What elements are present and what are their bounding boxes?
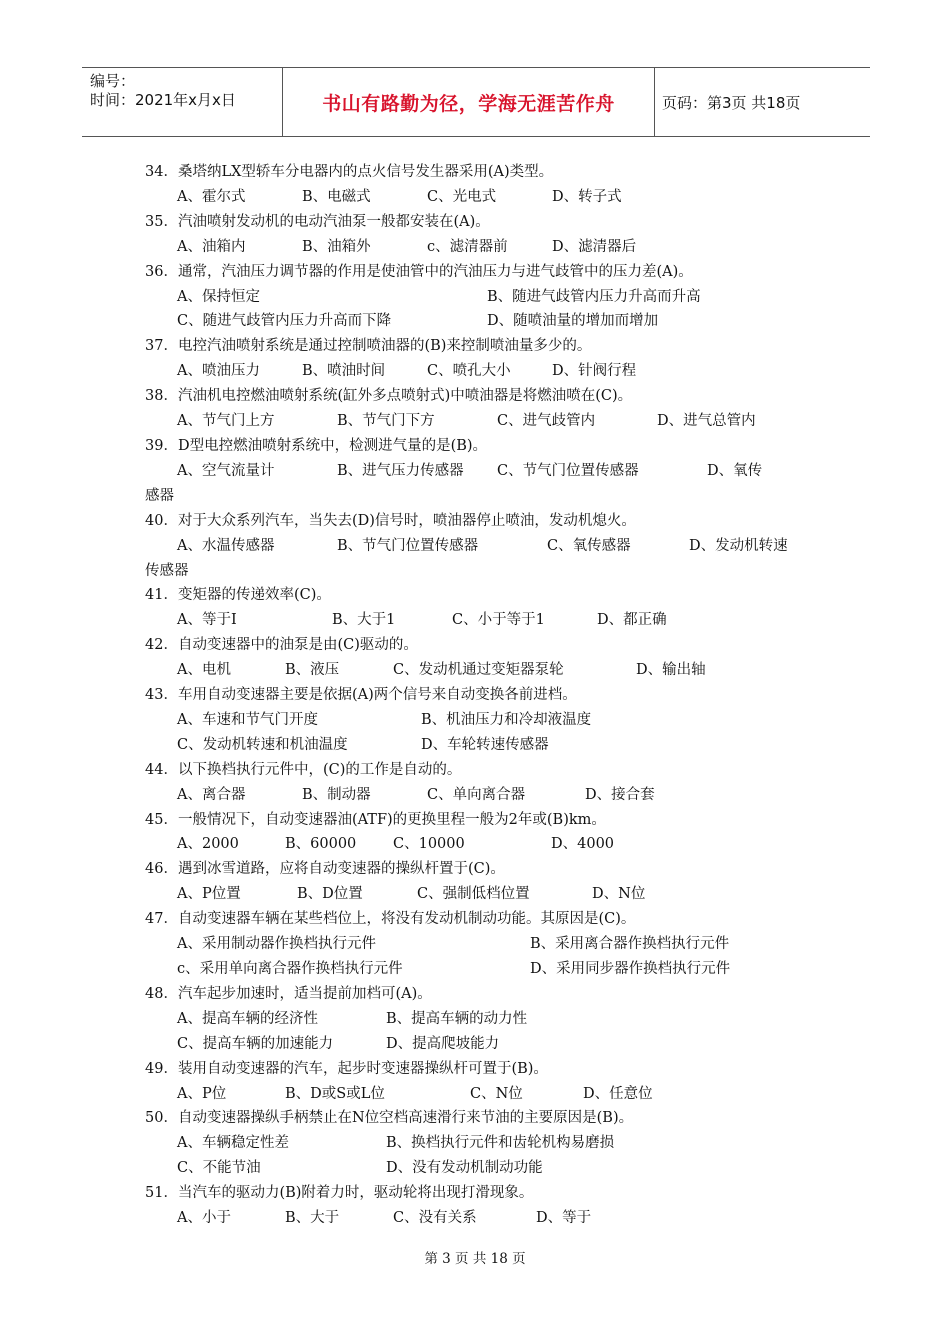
answer-option: A、霍尔式 <box>177 188 246 205</box>
question-item <box>145 907 805 982</box>
answer-option: A、水温传感器 <box>177 537 275 554</box>
answer-option: C、节气门位置传感器 <box>497 462 639 479</box>
answer-option: B、大于1 <box>332 612 396 629</box>
answer-option: D、没有发动机制动功能 <box>386 1160 543 1177</box>
answer-option: B、节气门位置传感器 <box>337 537 479 554</box>
answer-option: C、发动机转速和机油温度 <box>177 736 348 753</box>
question-item <box>145 683 805 758</box>
answer-option: D、4000 <box>551 836 615 853</box>
question-item <box>145 982 805 1057</box>
page-footer: 第 3 页 共 18 页 <box>424 1251 526 1267</box>
question-item <box>145 210 805 260</box>
answer-option: B、液压 <box>285 662 340 679</box>
answer-option: A、喷油压力 <box>177 363 260 380</box>
option-row <box>145 658 805 683</box>
option-row <box>145 1032 805 1057</box>
question-item <box>145 808 805 858</box>
option-row <box>145 1131 805 1156</box>
option-row <box>145 1206 805 1231</box>
question-stem: 48．汽车起步加速时，适当提前加档可(A)。 <box>145 985 432 1002</box>
question-stem: 50．自动变速器操纵手柄禁止在N位空档高速滑行来节油的主要原因是(B)。 <box>145 1110 634 1127</box>
answer-option: B、D或S或L位 <box>285 1085 385 1102</box>
question-stem: 49．装用自动变速器的汽车，起步时变速器操纵杆可置于(B)。 <box>145 1060 548 1077</box>
answer-option: C、N位 <box>470 1085 523 1102</box>
answer-option: A、电机 <box>177 662 231 679</box>
answer-option: B、60000 <box>285 836 357 853</box>
question-item <box>145 1181 805 1231</box>
question-item <box>145 260 805 335</box>
option-row <box>145 708 805 733</box>
option-row <box>145 957 805 982</box>
answer-option: A、P位 <box>177 1085 227 1102</box>
answer-option: A、车辆稳定性差 <box>177 1135 289 1152</box>
answer-option: C、氧传感器 <box>547 537 631 554</box>
answer-option: B、采用离合器作换档执行元件 <box>530 936 730 953</box>
question-item <box>145 583 805 633</box>
answer-option: A、保持恒定 <box>177 288 260 305</box>
answer-option: D、接合套 <box>585 786 655 803</box>
answer-option: B、制动器 <box>302 786 371 803</box>
answer-option: D、转子式 <box>552 188 622 205</box>
answer-option: C、喷孔大小 <box>427 363 511 380</box>
option-row <box>145 235 805 260</box>
question-item <box>145 434 805 509</box>
answer-option: D、随喷油量的增加而增加 <box>487 313 659 330</box>
option-row <box>145 185 805 210</box>
header-page-info: 页码：第3页 共18页 <box>662 93 801 112</box>
answer-option: A、2000 <box>177 836 239 853</box>
question-item <box>145 1106 805 1181</box>
question-stem: 36．通常，汽油压力调节器的作用是使油管中的汽油压力与进气歧管中的压力差(A)。 <box>145 263 693 280</box>
answer-option: D、等于 <box>536 1210 592 1227</box>
answer-option: B、随进气歧管内压力升高而升高 <box>487 288 701 305</box>
answer-option: D、输出轴 <box>636 662 706 679</box>
answer-option: A、车速和节气门开度 <box>177 711 318 728</box>
answer-option: D、针阀行程 <box>552 363 637 380</box>
answer-option: B、D位置 <box>297 886 363 903</box>
option-row <box>145 1082 805 1107</box>
question-item <box>145 857 805 907</box>
answer-option: c、滤清器前 <box>427 238 508 255</box>
answer-option: A、节气门上方 <box>177 413 275 430</box>
question-item <box>145 1057 805 1107</box>
option-row <box>145 459 805 484</box>
question-stem: 41．变矩器的传递效率(C)。 <box>145 587 331 604</box>
answer-option: B、电磁式 <box>302 188 371 205</box>
question-stem: 51．当汽车的驱动力(B)附着力时，驱动轮将出现打滑现象。 <box>145 1185 534 1202</box>
option-row <box>145 409 805 434</box>
answer-option: B、油箱外 <box>302 238 371 255</box>
option-row <box>145 608 805 633</box>
option-row <box>145 309 805 334</box>
question-item <box>145 633 805 683</box>
answer-option: B、大于 <box>285 1210 340 1227</box>
question-stem: 42．自动变速器中的油泵是由(C)驱动的。 <box>145 637 418 654</box>
answer-option: C、光电式 <box>427 188 497 205</box>
question-stem: 46．遇到冰雪道路，应将自动变速器的操纵杆置于(C)。 <box>145 861 505 878</box>
answer-option: B、机油压力和冷却液温度 <box>421 711 592 728</box>
answer-option: C、单向离合器 <box>427 786 526 803</box>
option-continuation: 传感器 <box>145 562 189 579</box>
code-label: 编号： <box>90 72 136 90</box>
time-label: 时间：2021年x月x日 <box>90 91 236 109</box>
answer-option: D、发动机转速 <box>689 537 788 554</box>
answer-option: A、小于 <box>177 1210 231 1227</box>
answer-option: B、提高车辆的动力性 <box>386 1010 528 1027</box>
answer-option: D、滤清器后 <box>552 238 637 255</box>
option-row <box>145 882 805 907</box>
option-row <box>145 783 805 808</box>
question-stem: 43．车用自动变速器主要是依据(A)两个信号来自动变换各前进档。 <box>145 687 577 704</box>
option-row <box>145 359 805 384</box>
answer-option: D、任意位 <box>583 1085 653 1102</box>
option-row <box>145 1007 805 1032</box>
answer-option: C、发动机通过变矩器泵轮 <box>393 662 564 679</box>
answer-option: B、进气压力传感器 <box>337 462 464 479</box>
answer-option: A、等于I <box>177 612 237 629</box>
header-meta <box>90 72 280 110</box>
question-stem: 35．汽油喷射发动机的电动汽油泵一般都安装在(A)。 <box>145 213 490 230</box>
answer-option: D、N位 <box>592 886 646 903</box>
answer-option: A、P位置 <box>177 886 241 903</box>
header-motto: 书山有路勤为径，学海无涯苦作舟 <box>322 92 615 115</box>
answer-option: C、10000 <box>393 836 465 853</box>
answer-option: C、强制低档位置 <box>417 886 530 903</box>
answer-option: C、随进气歧管内压力升高而下降 <box>177 313 392 330</box>
option-row <box>145 534 805 559</box>
option-row <box>145 932 805 957</box>
answer-option: D、采用同步器作换档执行元件 <box>530 961 731 977</box>
question-stem: 44．以下换档执行元件中，(C)的工作是自动的。 <box>145 761 462 778</box>
answer-option: B、换档执行元件和齿轮机构易磨损 <box>386 1135 615 1152</box>
answer-option: D、进气总管内 <box>657 413 756 430</box>
question-item <box>145 384 805 434</box>
option-row <box>145 832 805 857</box>
answer-option: C、进气歧管内 <box>497 413 596 430</box>
page-header <box>82 67 870 137</box>
answer-option: B、节气门下方 <box>337 413 435 430</box>
answer-option: C、没有关系 <box>393 1210 477 1227</box>
option-row <box>145 285 805 310</box>
question-item <box>145 509 805 584</box>
answer-option: D、都正确 <box>597 612 667 629</box>
header-divider <box>654 68 655 136</box>
answer-option: A、空气流量计 <box>177 462 275 479</box>
answer-option: C、小于等于1 <box>452 612 545 629</box>
option-row <box>145 1156 805 1181</box>
answer-option: C、提高车辆的加速能力 <box>177 1035 334 1052</box>
question-stem: 37．电控汽油喷射系统是通过控制喷油器的(B)来控制喷油量多少的。 <box>145 338 592 355</box>
answer-option: A、采用制动器作换档执行元件 <box>177 936 376 953</box>
answer-option: A、提高车辆的经济性 <box>177 1010 318 1027</box>
answer-option: c、采用单向离合器作换档执行元件 <box>177 961 403 977</box>
question-stem: 45．一般情况下，自动变速器油(ATF)的更换里程一般为2年或(B)km。 <box>145 811 606 828</box>
option-continuation: 感器 <box>145 487 174 504</box>
question-stem: 34．桑塔纳LX型轿车分电器内的点火信号发生器采用(A)类型。 <box>145 164 554 180</box>
answer-option: C、不能节油 <box>177 1160 261 1177</box>
answer-option: A、油箱内 <box>177 238 246 255</box>
answer-option: B、喷油时间 <box>302 363 386 380</box>
answer-option: D、氧传 <box>707 462 763 479</box>
question-stem: 40．对于大众系列汽车，当失去(D)信号时，喷油器停止喷油，发动机熄火。 <box>145 512 636 529</box>
answer-option: D、车轮转速传感器 <box>421 736 549 753</box>
question-item <box>145 758 805 808</box>
question-item <box>145 160 805 210</box>
question-item <box>145 334 805 384</box>
question-stem: 39．D型电控燃油喷射系统中，检测进气量的是(B)。 <box>145 437 488 454</box>
question-stem: 38．汽油机电控燃油喷射系统(缸外多点喷射式)中喷油器是将燃油喷在(C)。 <box>145 388 633 405</box>
option-row <box>145 733 805 758</box>
answer-option: A、离合器 <box>177 786 246 803</box>
answer-option: D、提高爬坡能力 <box>386 1035 500 1052</box>
question-list <box>145 160 805 1231</box>
question-stem: 47．自动变速器车辆在某些档位上，将没有发动机制动功能。其原因是(C)。 <box>145 911 636 928</box>
